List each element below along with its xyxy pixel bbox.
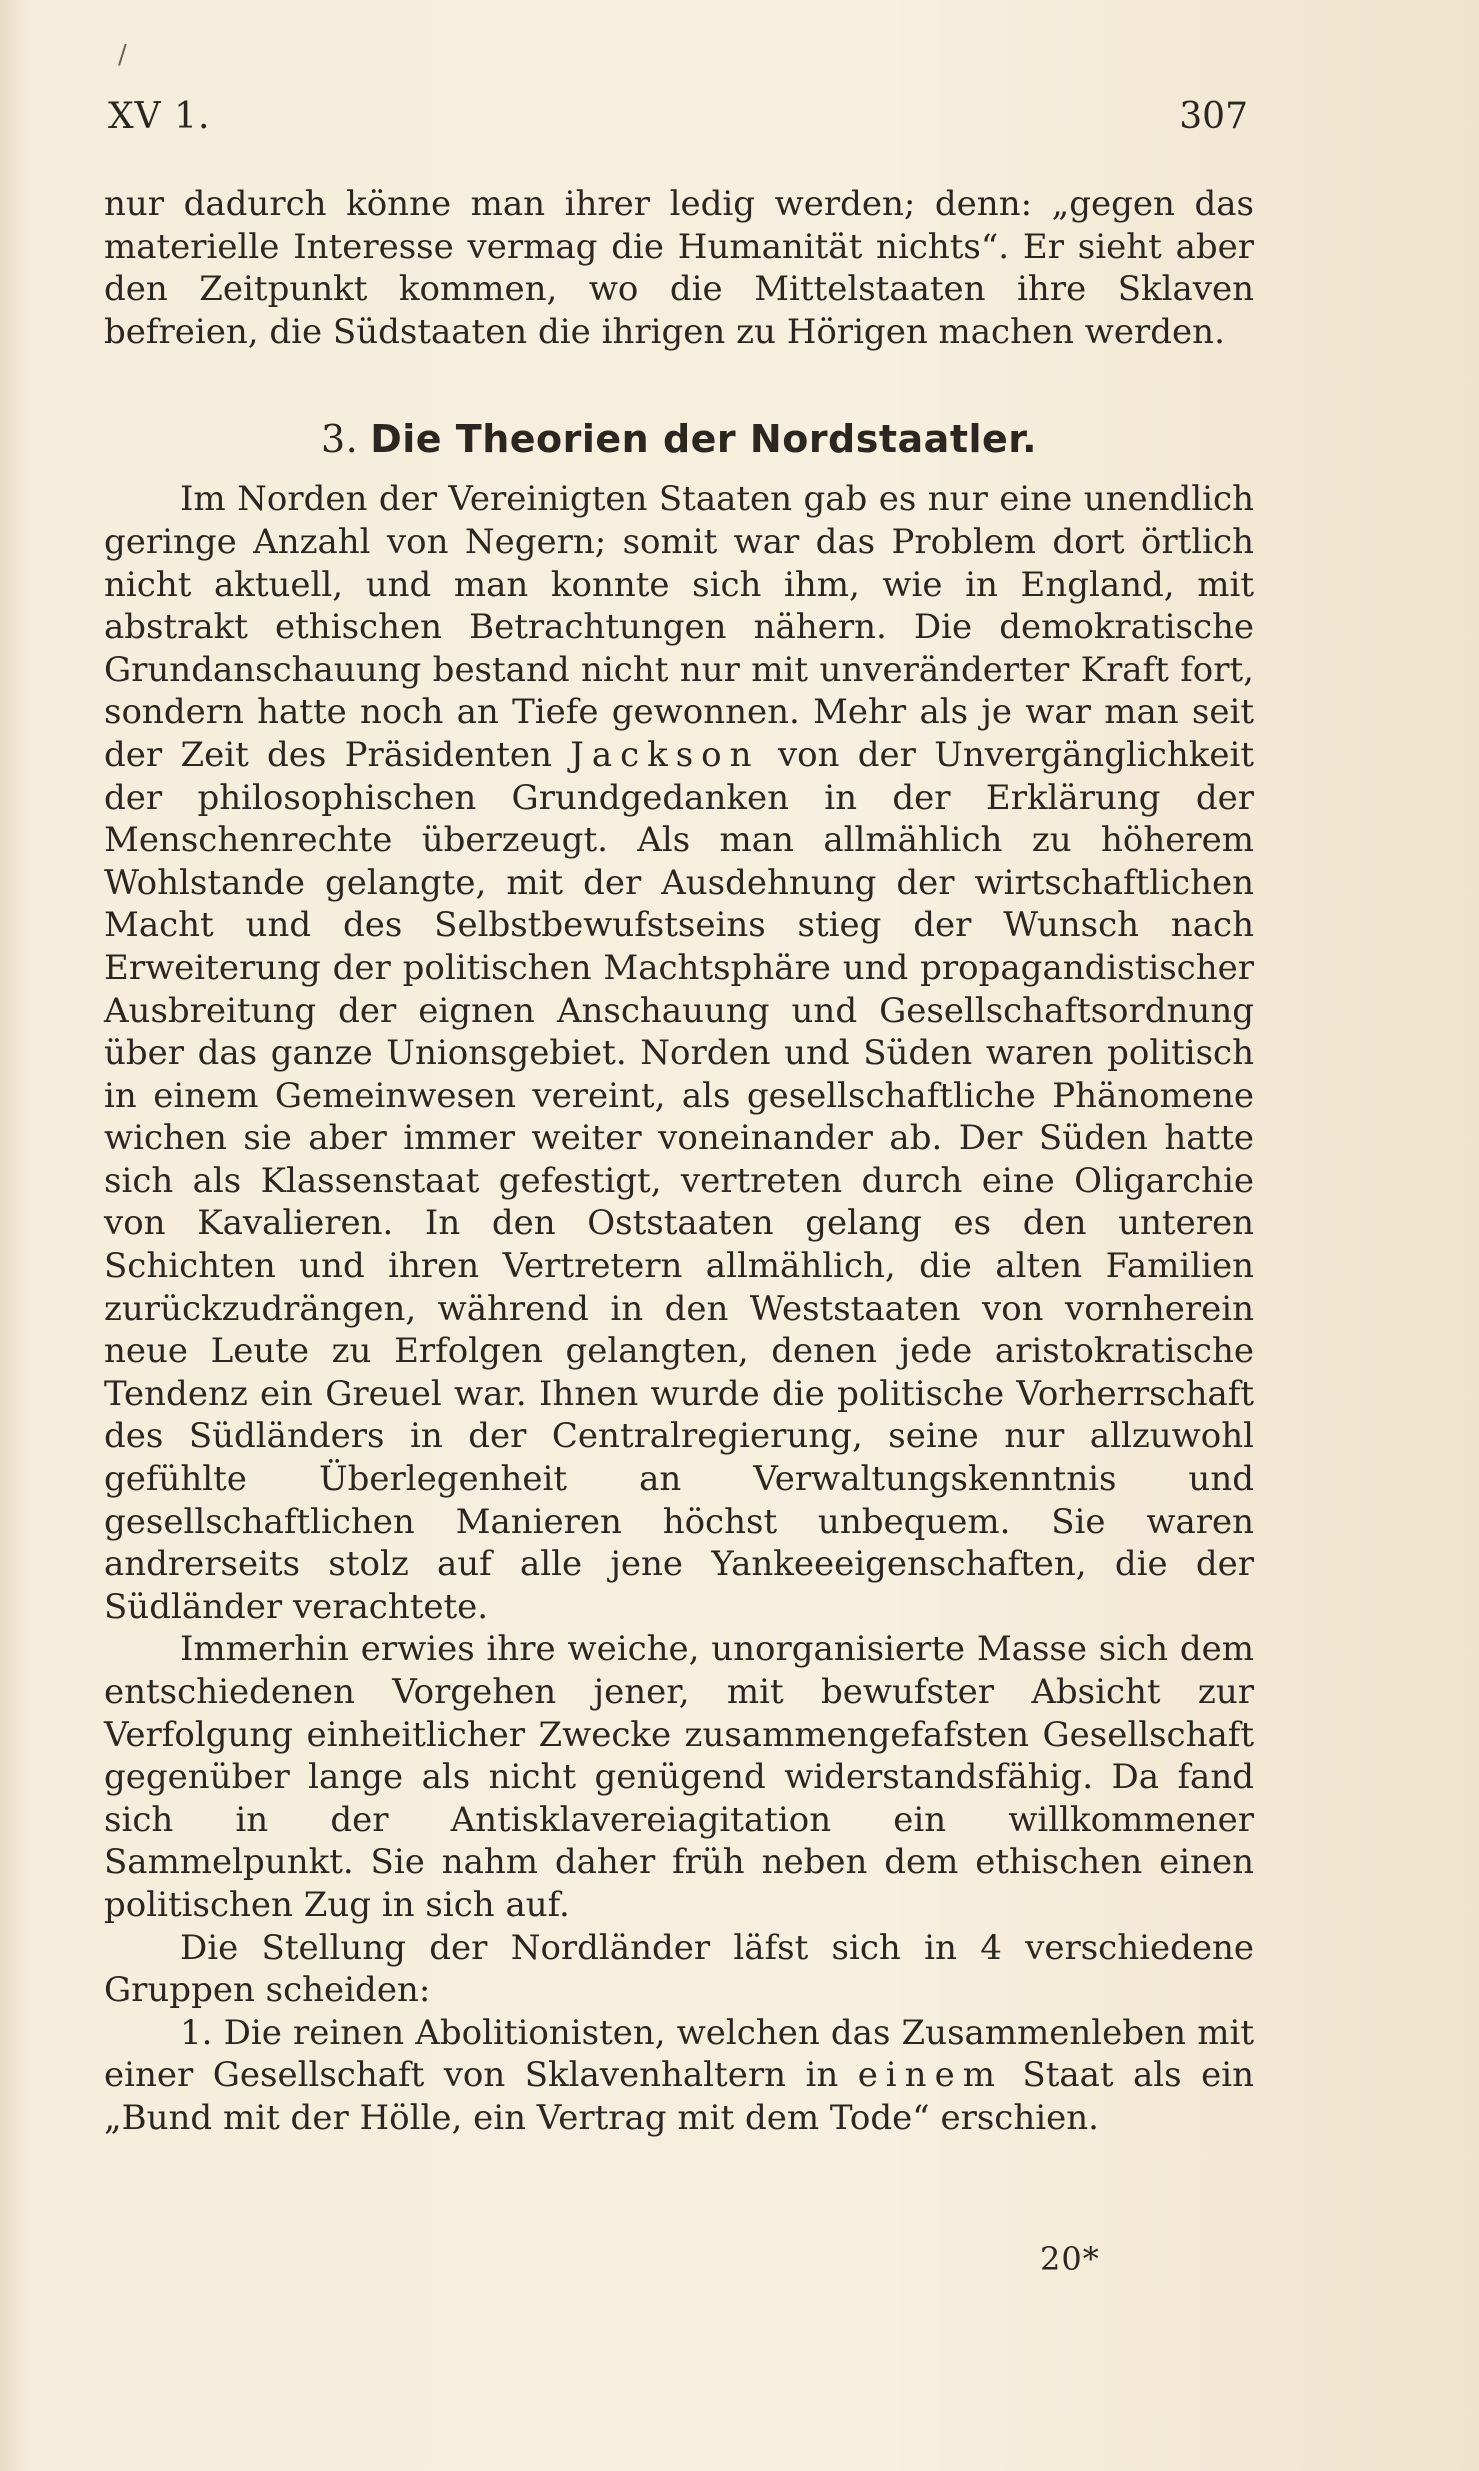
section-number: 3. (320, 417, 359, 462)
page-number: 307 (1179, 96, 1248, 137)
spaced-word-einem: einem (857, 2055, 1003, 2096)
chapter-reference: XV 1. (108, 96, 211, 137)
page-body (104, 183, 1254, 2140)
paragraph-text: Im Norden der Vereinigten Staaten gab es nur eine unendlich geringe Anzahl von Negern; somit war das Problem dort örtlich nicht aktuell, und man konnte sich ihm, wie in England, mit abstrakt ethischen Betrachtungen nähern. Die demokratische Grundanschauung bestand nicht nur mit unveränderter Kraft fort, sondern hatte noch an Tiefe gewonnen. Mehr als je war man seit der Zeit des Präsidenten (104, 479, 1254, 775)
section-heading (104, 416, 1254, 462)
paragraph-antislavery-agitation: Immerhin erwies ihre weiche, unorganisierte Masse sich dem entschiedenen Vorgehen jener, mit bewufster Absicht zur Verfolgung einheitlicher Zwecke zusammengefafsten Gesellschaft gegenüber lange als nicht genügend widerstandsfähig. Da fand sich in der Antisklavereiagitation ein willkommener Sammelpunkt. Sie nahm daher früh neben dem ethischen einen politischen Zug in sich auf. (104, 1629, 1254, 1925)
paragraph-groups-intro: Die Stellung der Nordländer läfst sich in 4 verschiedene Gruppen scheiden: (104, 1927, 1254, 2011)
paragraph-continuation: nur dadurch könne man ihrer ledig werden; denn: „gegen das materielle Interesse vermag die Humanität nichts“. Er sieht aber den Zeitpunkt kommen, wo die Mittelstaaten ihre Sklaven befreien, die Südstaaten die ihrigen zu Hörigen machen werden. (104, 184, 1254, 352)
paragraph-text: Staat als ein „Bund mit der Hölle, ein Vertrag mit dem Tode“ erschien. (104, 2055, 1254, 2138)
paragraph-text: 1. Die reinen Abolitionisten, welchen das Zusammenleben mit einer Gesellschaft von Sklavenhaltern in (104, 2012, 1254, 2096)
margin-mark: / (118, 40, 127, 70)
paragraph-north-overview (104, 478, 1254, 1628)
paragraph-group-1 (104, 2012, 1254, 2140)
paragraph-text: von der Unvergänglichkeit der philosophischen Grundgedanken in der Erklärung der Menschenrechte überzeugt. Als man allmählich zu höherem Wohlstande gelangte, mit der Ausdehnung der wirtschaftlichen Macht und des Selbstbewufstseins stieg der Wunsch nach Erweiterung der politischen Machtsphäre und propagandistischer Ausbreitung der eignen Anschauung und Gesellschaftsordnung über das ganze Unionsgebiet. Norden und Süden waren politisch in einem Gemeinwesen vereint, als gesellschaftliche Phänomene wichen sie aber immer weiter voneinander ab. Der Süden hatte sich als Klassenstaat gefestigt, vertreten durch eine Oligarchie von Kavalieren. In den Oststaaten gelang es den unteren Schichten und ihren Vertretern allmählich, die alten Familien zurückzudrängen, während in den Weststaaten von vornherein neue Leute zu Erfolgen gelangten, denen jede aristokratische Tendenz ein Greuel war. Ihnen wurde die politische Vorherrschaft des Südländers in der Centralregierung, seine nur allzuwohl gefühlte Überlegenheit an Verwaltungskenntnis und gesellschaftlichen Manieren höchst unbequem. Sie waren andrerseits stolz auf alle jene Yankeeeigenschaften, die der Südländer verachtete. (104, 734, 1254, 1627)
section-title: Die Theorien der Nordstaatler. (370, 417, 1038, 462)
signature-mark: 20* (1040, 2240, 1100, 2278)
running-header (108, 96, 1248, 146)
spaced-name-jackson: Jackson (570, 734, 760, 775)
